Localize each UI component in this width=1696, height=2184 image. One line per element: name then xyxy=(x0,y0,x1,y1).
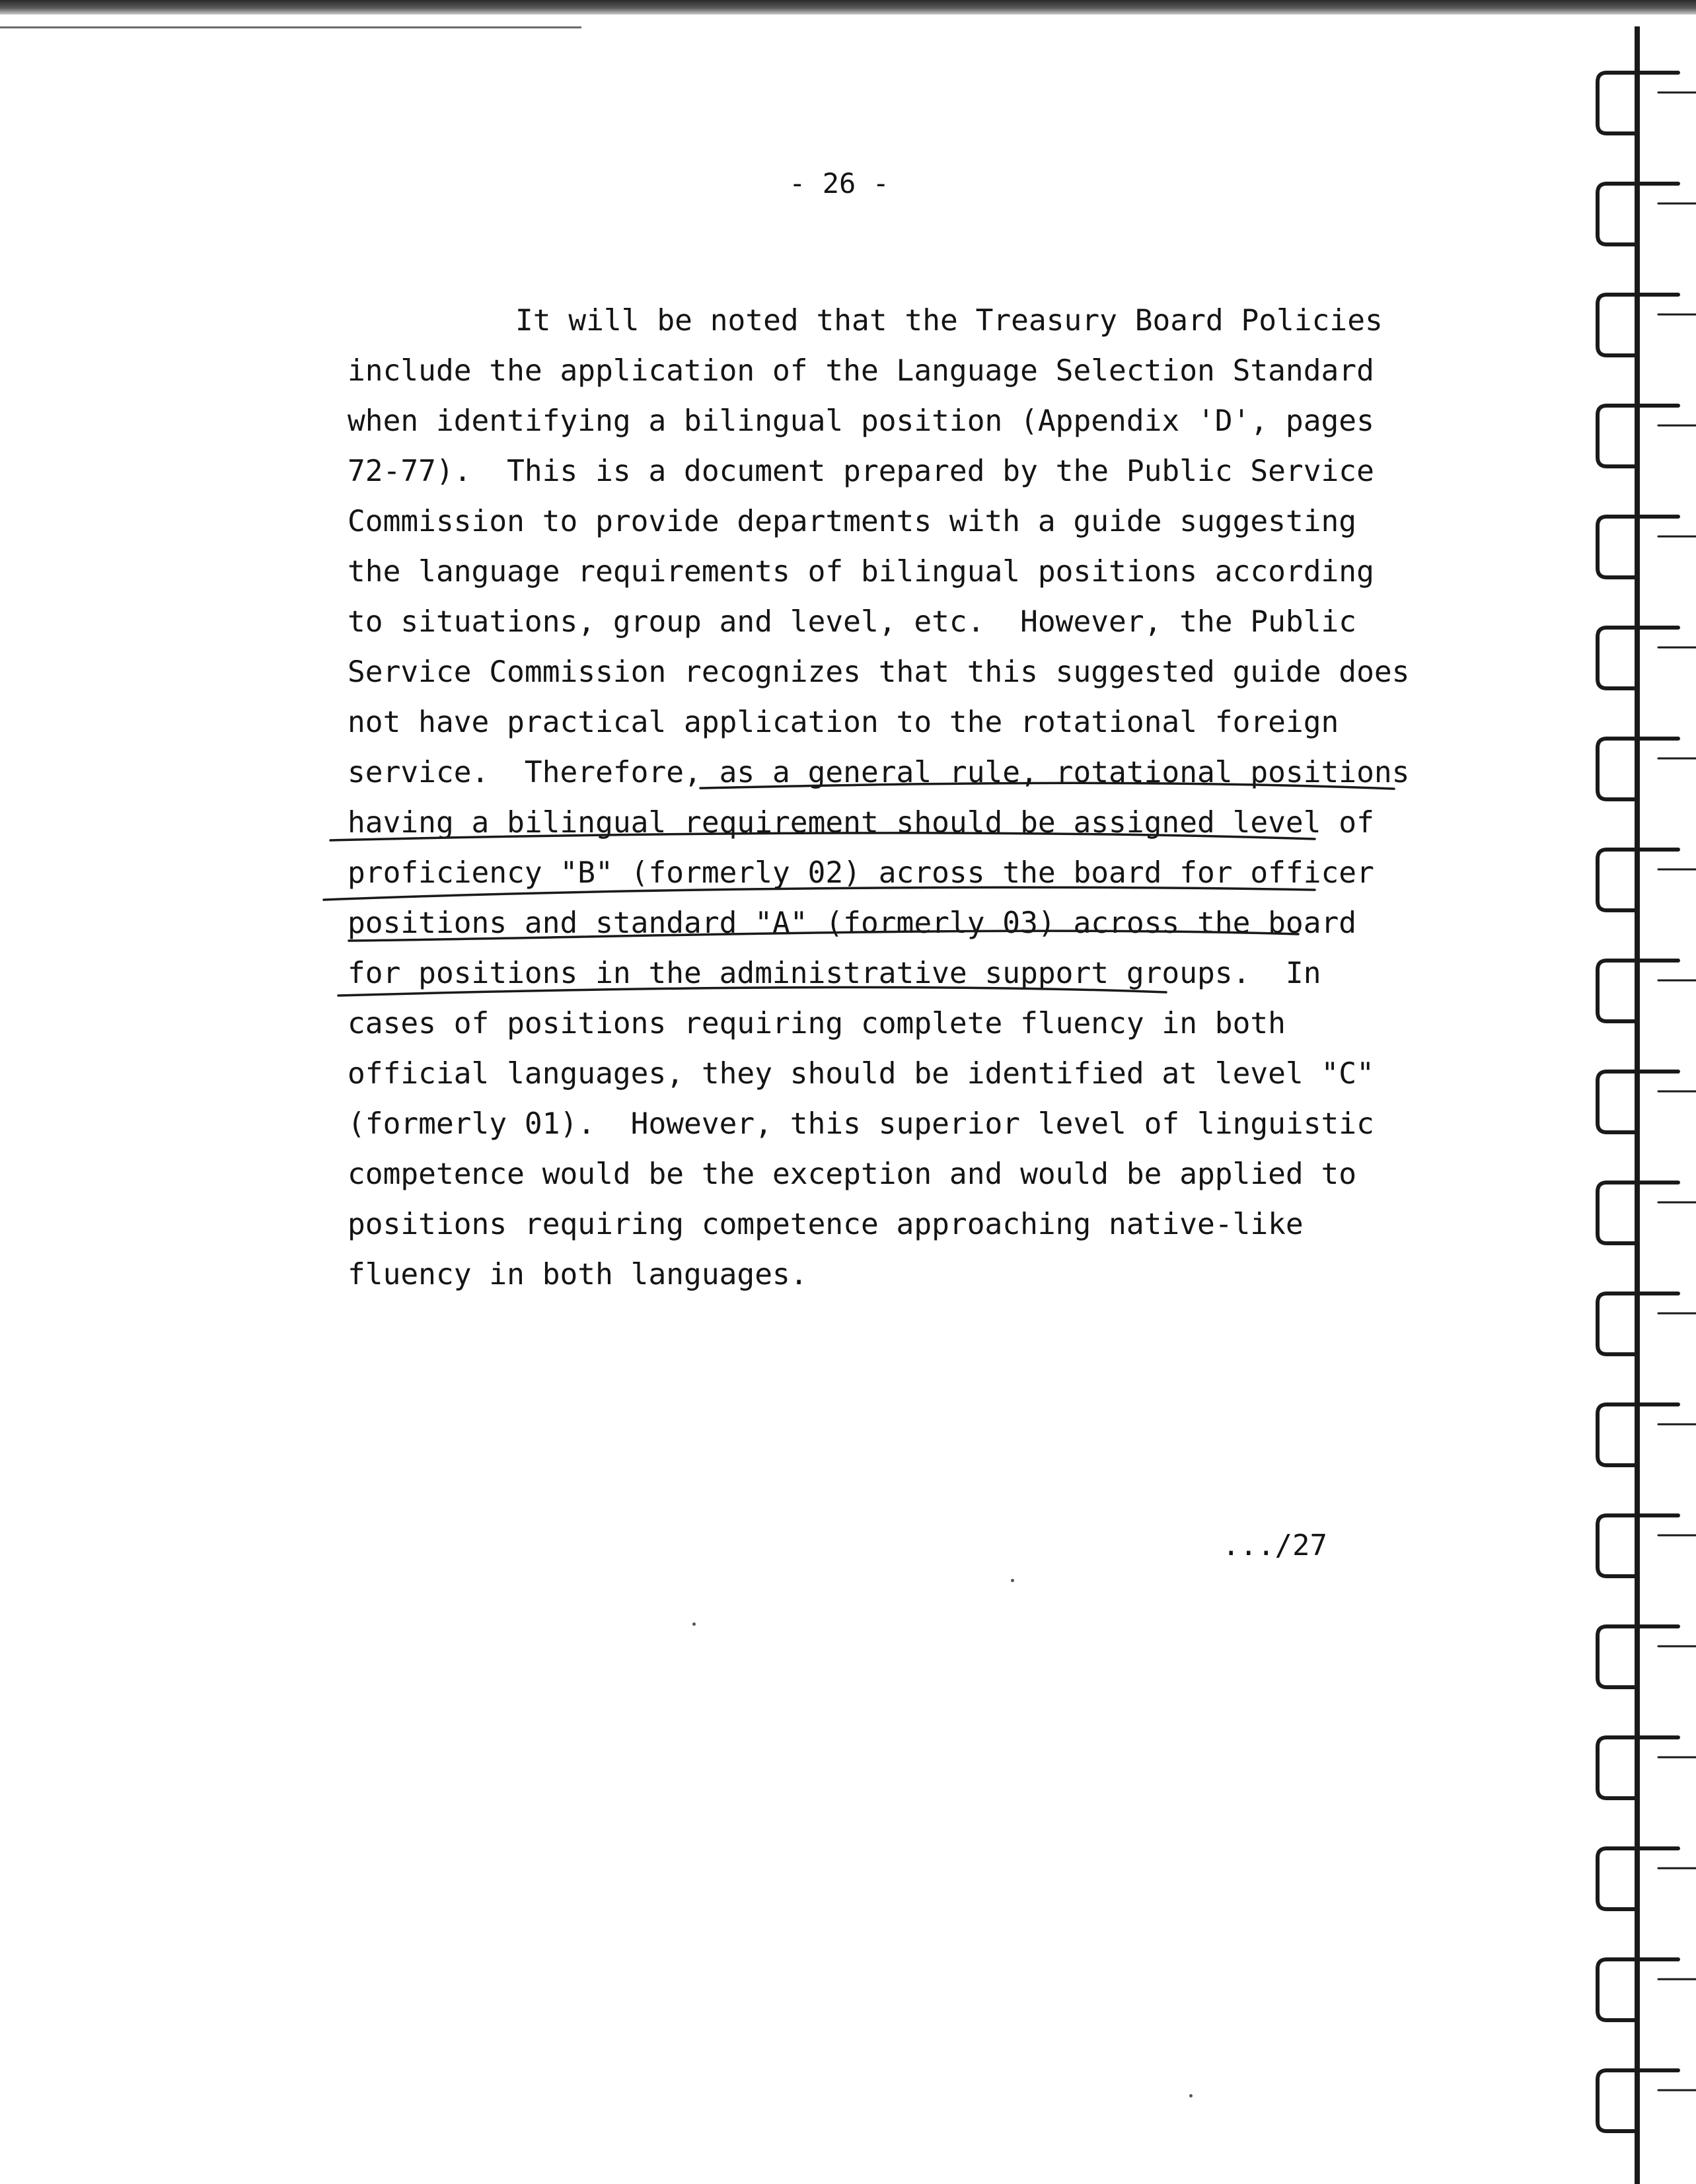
scan-speck xyxy=(1011,1579,1014,1582)
body-line: fluency in both languages. xyxy=(348,1258,808,1292)
continuation-marker: .../27 xyxy=(1222,1529,1327,1562)
scan-speck xyxy=(1189,2094,1193,2097)
scan-artifact-line xyxy=(0,26,581,28)
body-line: the language requirements of bilingual positions according xyxy=(348,555,1374,589)
body-line: for positions in the administrative support groups. In xyxy=(348,957,1321,990)
body-line: competence would be the exception and would be applied to xyxy=(348,1157,1357,1191)
body-line: official languages, they should be identified at level "C" xyxy=(348,1057,1374,1091)
body-line: service. Therefore, as a general rule, rotational positions xyxy=(348,756,1410,789)
body-line: cases of positions requiring complete fluency in both xyxy=(348,1007,1286,1040)
body-line: Commission to provide departments with a guide suggesting xyxy=(348,505,1357,538)
body-line: having a bilingual requirement should be assigned level of xyxy=(348,806,1374,840)
body-line: positions requiring competence approaching native-like xyxy=(348,1208,1304,1241)
body-line: proficiency "B" (formerly 02) across the board for officer xyxy=(348,856,1374,890)
scan-top-edge xyxy=(0,0,1696,15)
body-line: positions and standard "A" (formerly 03) across the board xyxy=(348,906,1357,940)
body-line: when identifying a bilingual position (Appendix 'D', pages xyxy=(348,404,1374,438)
body-line: 72-77). This is a document prepared by the Public Service xyxy=(348,455,1374,488)
body-line: (formerly 01). However, this superior level of linguistic xyxy=(348,1107,1374,1141)
body-line: not have practical application to the rotational foreign xyxy=(348,706,1339,739)
body-line: to situations, group and level, etc. However, the Public xyxy=(348,605,1357,639)
scan-speck xyxy=(692,1622,696,1626)
body-paragraph xyxy=(348,296,1410,1300)
page-number: - 26 - xyxy=(789,167,889,200)
body-line: Service Commission recognizes that this suggested guide does xyxy=(348,655,1410,689)
body-line: include the application of the Language Selection Standard xyxy=(348,354,1374,388)
spiral-binding xyxy=(1572,26,1696,2184)
body-line: It will be noted that the Treasury Board Policies xyxy=(515,304,1383,338)
